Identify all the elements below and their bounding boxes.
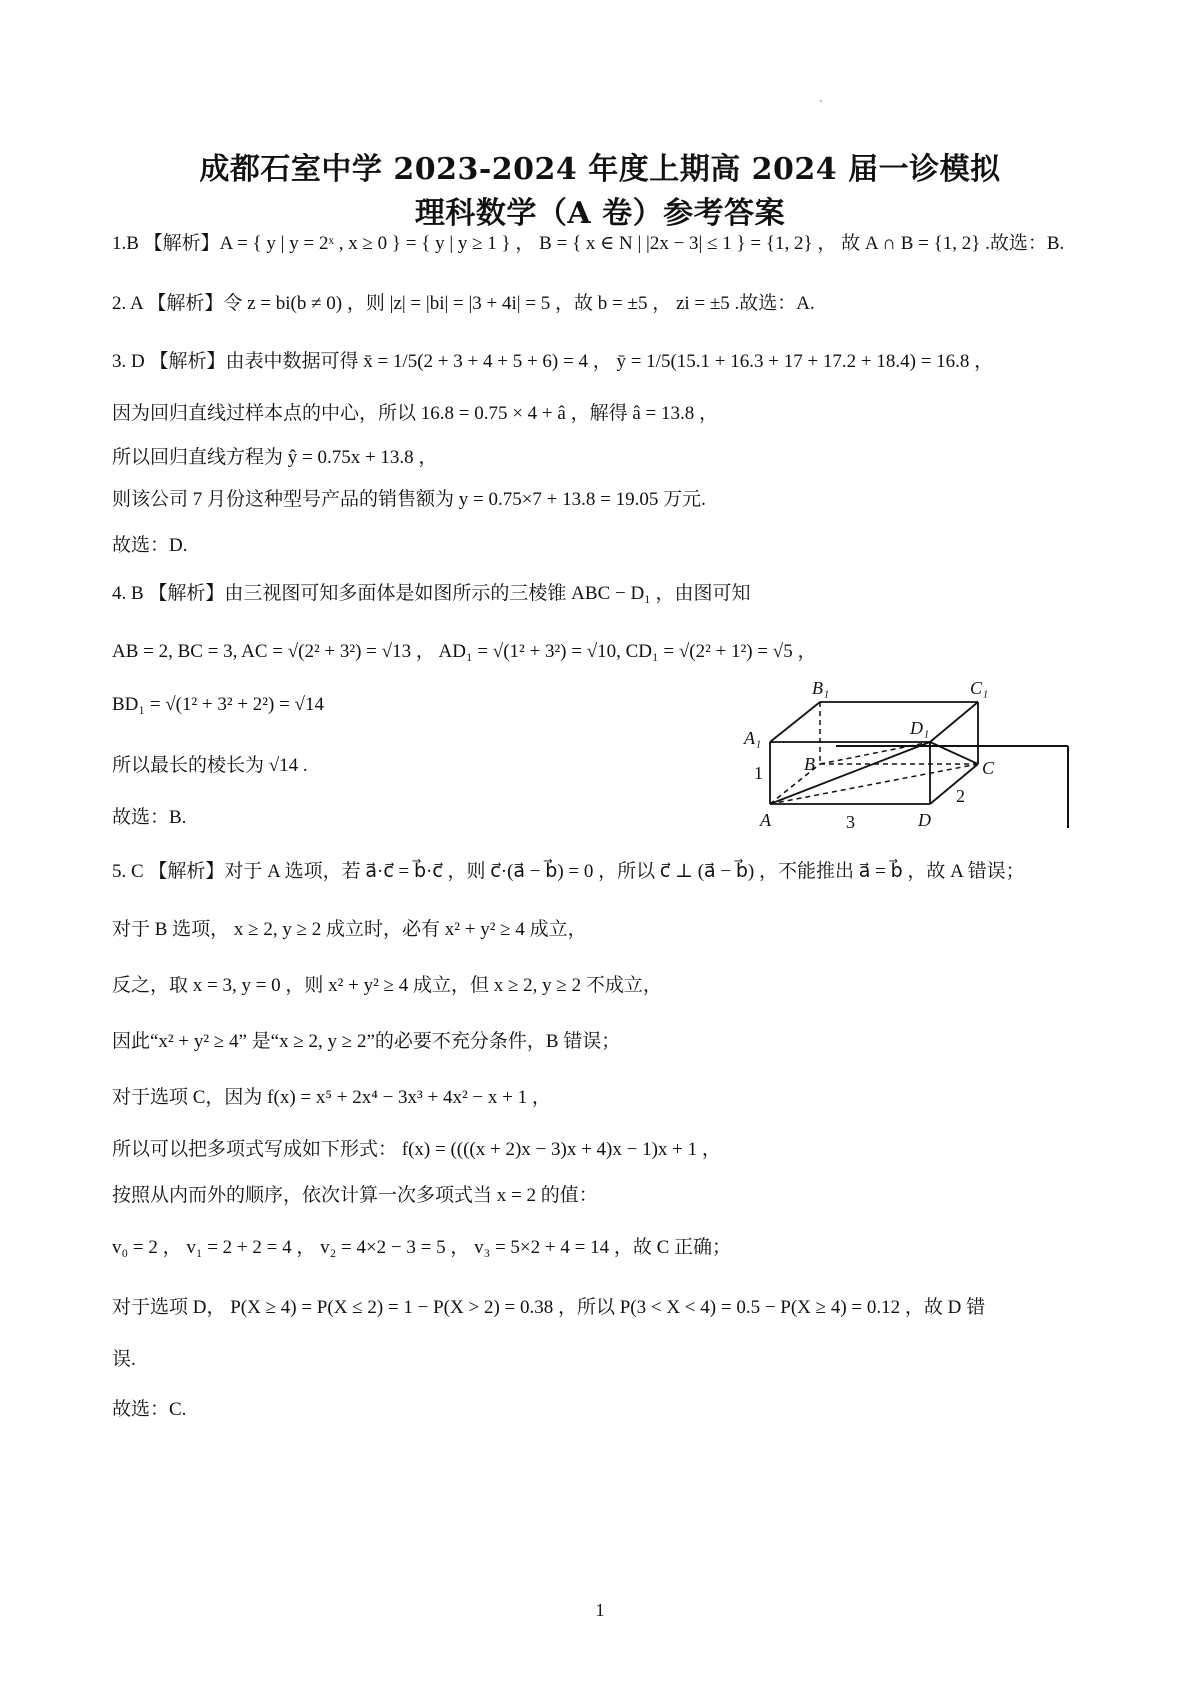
answer-line: 因为回归直线过样本点的中心，所以 16.8 = 0.75 × 4 + â ，解得 â = 13.8 ， [112, 403, 718, 424]
label-A: A [760, 810, 771, 830]
title-line-1: 成都石室中学 2023-2024 年度上期高 2024 届一诊模拟 [199, 152, 1001, 187]
label-C1: C₁ [970, 678, 989, 698]
label-C: C [982, 758, 995, 778]
page-number: 1 [595, 1600, 605, 1620]
edge-label-2: 2 [956, 786, 965, 806]
answer-line: 1.B 【解析】A = { y | y = 2ˣ , x ≥ 0 } = { y | y ≥ 1 } ， B = { x ∈ N | |2x − 3| ≤ 1 } = {1, 2} ， 故 A ∩ B = {1, 2} .故选：B. [112, 233, 1065, 254]
answer-line: 5. C 【解析】对于 A 选项，若 a⃗·c⃗ = b⃗·c⃗ ，则 c⃗·(a⃗ − b⃗) = 0 ，所以 c⃗ ⊥ (a⃗ − b⃗) ，不能推出 a⃗ = b⃗ ，故 A 错误； [112, 861, 1025, 882]
answer-line: 3. D 【解析】由表中数据可得 x̄ = 1/5(2 + 3 + 4 + 5 + 6) = 4 ， ȳ = 1/5(15.1 + 16.3 + 17 + 17.2 + 18.4) = 16.8 ， [112, 351, 994, 372]
title-line-2: 理科数学（A 卷）参考答案 [414, 196, 786, 231]
answer-line: 2. A 【解析】令 z = bi(b ≠ 0) ，则 |z| = |bi| = |3 + 4i| = 5 ，故 b = ±5 ， zi = ±5 .故选：A. [112, 293, 815, 314]
prism-diagram [744, 672, 1070, 872]
answer-line: 所以最长的棱长为 √14 . [112, 755, 308, 776]
answer-line: 因此“x² + y² ≥ 4” 是“x ≥ 2, y ≥ 2”的必要不充分条件，B 错误； [112, 1031, 621, 1052]
answer-line: 所以可以把多项式写成如下形式： f(x) = ((((x + 2)x − 3)x + 4)x − 1)x + 1 ， [112, 1139, 721, 1160]
label-A1: A₁ [744, 728, 762, 748]
answer-line: 对于选项 C，因为 f(x) = x⁵ + 2x⁴ − 3x³ + 4x² − x + 1 ， [112, 1087, 551, 1108]
answer-line: 4. B 【解析】由三视图可知多面体是如图所示的三棱锥 ABC − D₁ ，由图可知 [112, 583, 751, 604]
answer-line: 对于选项 D， P(X ≥ 4) = P(X ≤ 2) = 1 − P(X > 2) = 0.38 ，所以 P(3 < X < 4) = 0.5 − P(X ≥ 4) = 0.12 ，故 D 错 [112, 1297, 986, 1318]
answer-line: 按照从内而外的顺序，依次计算一次多项式当 x = 2 的值： [112, 1185, 598, 1206]
answer-line: 故选：D. [112, 535, 188, 556]
label-B1: B₁ [812, 678, 830, 698]
answer-line: 对于 B 选项， x ≥ 2, y ≥ 2 成立时，必有 x² + y² ≥ 4 成立， [112, 919, 587, 940]
edge-label-1: 1 [754, 763, 763, 783]
answer-line: 误. [112, 1349, 136, 1370]
edge-label-3: 3 [846, 812, 855, 832]
answer-line: 故选：B. [112, 807, 187, 828]
label-D1: D₁ [910, 718, 930, 738]
label-D: D [918, 810, 931, 830]
answer-line: 反之，取 x = 3, y = 0 ，则 x² + y² ≥ 4 成立，但 x ≥ 2, y ≥ 2 不成立， [112, 975, 662, 996]
answer-line: 所以回归直线方程为 ŷ = 0.75x + 13.8 ， [112, 447, 438, 468]
answer-line: BD₁ = √(1² + 3² + 2²) = √14 [112, 694, 324, 715]
answer-line: 则该公司 7 月份这种型号产品的销售额为 y = 0.75×7 + 13.8 = 19.05 万元. [112, 489, 706, 510]
scan-speck [820, 100, 822, 102]
answer-line: AB = 2, BC = 3, AC = √(2² + 3²) = √13 ， AD₁ = √(1² + 3²) = √10, CD₁ = √(2² + 1²) = √5 ， [112, 641, 817, 662]
answer-line: v₀ = 2 ， v₁ = 2 + 2 = 4 ， v₂ = 4×2 − 3 = 5 ， v₃ = 5×2 + 4 = 14 ，故 C 正确； [112, 1237, 732, 1258]
answer-line: 故选：C. [112, 1399, 187, 1420]
label-B: B [804, 754, 815, 774]
